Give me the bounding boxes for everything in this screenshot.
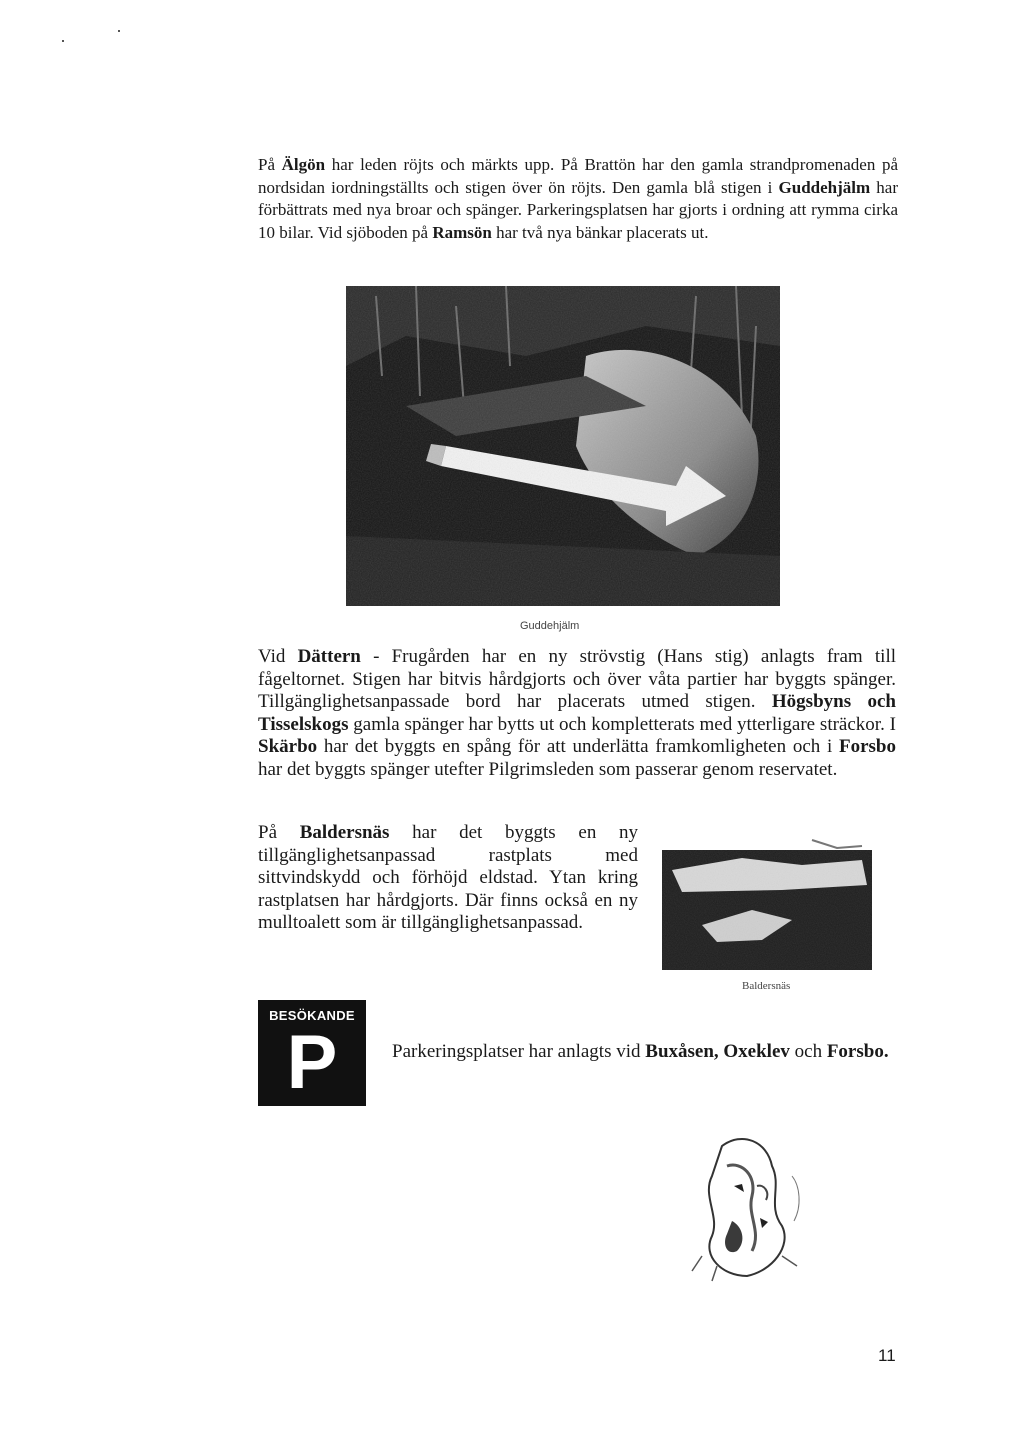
place-name: Skärbo <box>258 736 318 758</box>
text-run: Parkeringsplatser har anlagts vid <box>392 1041 646 1062</box>
place-name: Baldersnäs <box>299 822 390 843</box>
place-name: Ramsön <box>432 222 492 242</box>
place-name: Dättern <box>297 646 361 667</box>
photo-guddehjalm-boardwalk <box>346 286 780 606</box>
text-run: och <box>789 1041 827 1062</box>
text-run: har det byggts en ny tillgänglighetsanpassad rastplats med sittvindskydd och förhöjd eldstad. Ytan kring rastplatsen har hårdgjorts. Där finns också en ny mulltoalett som är tillgänglighetsanpassad. <box>258 822 639 934</box>
sketch-graphic <box>672 1126 822 1286</box>
text-run: gamla spänger har bytts ut och kompletterats med ytterligare sträckor. I <box>348 713 896 735</box>
text-run: har det byggts spänger utefter Pilgrimsleden som passerar genom reservatet. <box>258 758 838 780</box>
place-name: Forsbo. <box>826 1041 889 1062</box>
paragraph-parking <box>392 1040 900 1064</box>
scan-speck <box>118 30 120 32</box>
text-run: har förbättrats med nya broar och spänger. Parkeringsplatsen har gjorts i ordning att rymma cirka 10 bilar. Vid sjöboden på <box>258 177 898 242</box>
text-run: Vid <box>258 646 298 667</box>
place-name: Högsbyns och Tisselskogs <box>258 691 896 735</box>
parking-sign-label: BESÖKANDE <box>269 1008 355 1023</box>
photo-baldersnas-restplace <box>662 830 872 970</box>
photo-guddehjalm-graphic <box>346 286 780 606</box>
text-run: har två nya bänkar placerats ut. <box>491 222 709 242</box>
text-run: har det byggts en spång för att underlätta framkomligheten och i <box>317 736 839 758</box>
scan-speck <box>62 40 64 42</box>
parking-sign-letter: P <box>286 1020 338 1105</box>
nature-sketch-illustration <box>672 1126 822 1286</box>
text-run: På <box>258 822 300 843</box>
place-name: Guddehjälm <box>778 177 871 197</box>
place-name: Forsbo <box>839 736 896 758</box>
text-run: - Frugården har en ny strövstig (Hans stig) anlagts fram till fågeltornet. Stigen har bitvis hårdgjorts och över våta partier har byggts spänger. Tillgänglighetsanpassade bord har placerats utmed stigen. <box>258 646 897 713</box>
caption-guddehjalm: Guddehjälm <box>520 620 580 632</box>
page-number: 11 <box>878 1346 896 1365</box>
text-run: har leden röjts och märkts upp. På Brattön har den gamla strandpromenaden på nordsidan iordningställts och stigen över ön röjts. Den gamla blå stigen i <box>258 155 899 197</box>
caption-baldersnas: Baldersnäs <box>742 980 791 992</box>
paragraph-dattern <box>258 646 896 782</box>
photo-baldersnas-graphic <box>662 830 872 970</box>
text-run: På <box>258 155 282 174</box>
visitor-parking-sign <box>258 1000 366 1106</box>
place-name: Älgön <box>281 155 326 174</box>
place-name: Buxåsen, Oxeklev <box>645 1041 790 1062</box>
paragraph-baldersnas <box>258 822 638 935</box>
paragraph-trails <box>258 154 898 244</box>
